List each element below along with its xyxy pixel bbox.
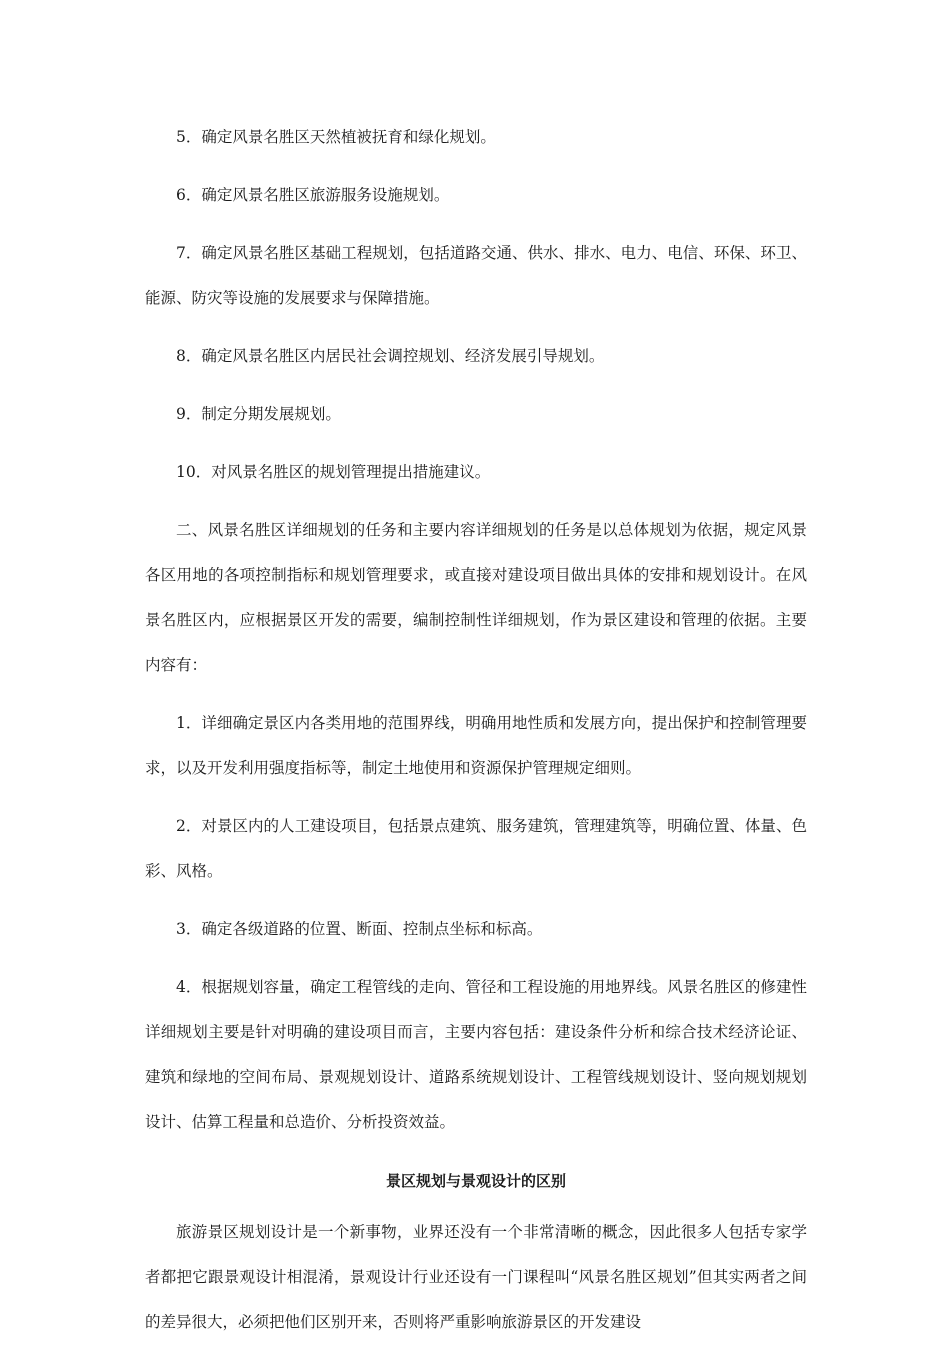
document-page [145,115,807,1358]
paragraph-item-6: 6．确定风景名胜区旅游服务设施规划。 [176,186,450,204]
paragraph-section-two: 二、风景名胜区详细规划的任务和主要内容详细规划的任务是以总体规划为依据，规定风景各区用地的各项控制指标和规划管理要求，或直接对建设项目做出具体的安排和规划设计。在风景名胜区内，应根据景区开发的需要，编制控制性详细规划，作为景区建设和管理的依据。主要内容有： [145,521,807,674]
paragraph-item-10: 10．对风景名胜区的规划管理提出措施建议。 [176,463,491,481]
paragraph-item-7: 7．确定风景名胜区基础工程规划，包括道路交通、供水、排水、电力、电信、环保、环卫、能源、防灾等设施的发展要求与保障措施。 [145,244,807,307]
paragraph-detail-3: 3．确定各级道路的位置、断面、控制点坐标和标高。 [176,920,543,938]
paragraph-closing: 旅游景区规划设计是一个新事物，业界还没有一个非常清晰的概念，因此很多人包括专家学者都把它跟景观设计相混淆，景观设计行业还设有一门课程叫“风景名胜区规划”但其实两者之间的差异很大，必须把他们区别开来，否则将严重影响旅游景区的开发建设 [145,1223,807,1331]
paragraph-item-9: 9．制定分期发展规划。 [176,405,341,423]
paragraph-detail-1: 1．详细确定景区内各类用地的范围界线，明确用地性质和发展方向，提出保护和控制管理要求，以及开发利用强度指标等，制定土地使用和资源保护管理规定细则。 [145,714,807,777]
paragraph-detail-2: 2．对景区内的人工建设项目，包括景点建筑、服务建筑，管理建筑等，明确位置、体量、色彩、风格。 [145,817,807,880]
section-heading: 景区规划与景观设计的区别 [385,1172,566,1190]
paragraph-item-8: 8．确定风景名胜区内居民社会调控规划、经济发展引导规划。 [176,347,605,365]
paragraph-detail-4: 4．根据规划容量，确定工程管线的走向、管径和工程设施的用地界线。风景名胜区的修建性详细规划主要是针对明确的建设项目而言，主要内容包括：建设条件分析和综合技术经济论证、建筑和绿地的空间布局、景观规划设计、道路系统规划设计、工程管线规划设计、竖向规划规划设计、估算工程量和总造价、分析投资效益。 [145,978,807,1131]
paragraph-item-5: 5．确定风景名胜区天然植被抚育和绿化规划。 [176,128,496,146]
